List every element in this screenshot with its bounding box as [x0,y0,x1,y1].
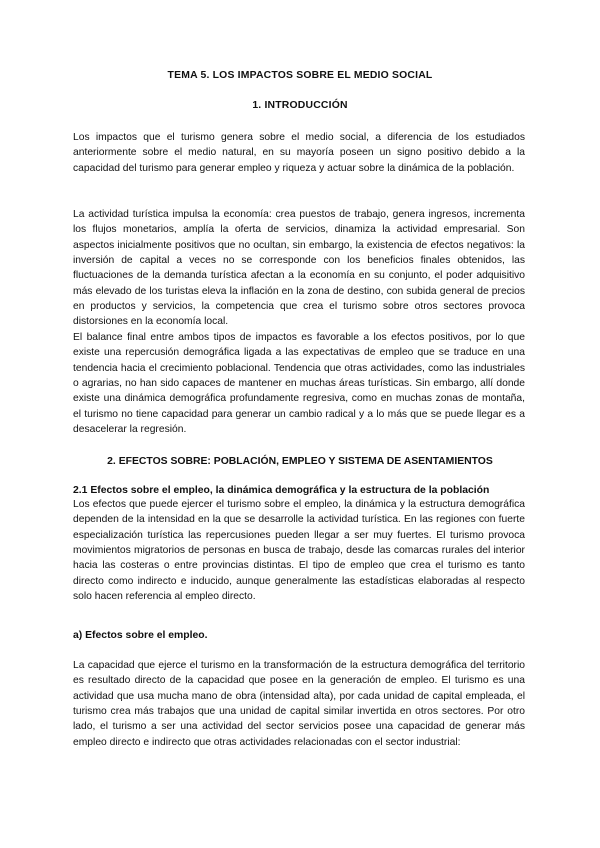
intro-paragraph-1: Los impactos que el turismo genera sobre el medio social, a diferencia de los estudiados anteriormente sobre el medio natural, en su mayoría poseen un signo positivo debido a la capacidad del turismo para generar empleo y riqueza y actuar sobre la dinámica de la población. [73,132,525,174]
subsection-2-1-paragraph: Los efectos que puede ejercer el turismo sobre el empleo, la dinámica y la estructura demográfica dependen de la intensidad en la que se desarrolle la actividad turística. En las regiones con fuerte especialización turística las repercusiones pueden llegar a ser muy fuertes. El turismo provoca movimientos migratorios de personas en busca de trabajo, desde las comarcas rurales del interior hacia las costeras o entre provincias distintas. El tipo de empleo que crea el turismo es tanto directo como indirecto e inducido, aunque generalmente las estadísticas elaboradas al respecto solo hacen referencia al empleo directo. [73,499,525,603]
document-title: TEMA 5. LOS IMPACTOS SOBRE EL MEDIO SOCIAL [167,70,433,81]
section-2-heading: 2. EFECTOS SOBRE: POBLACIÓN, EMPLEO Y SISTEMA DE ASENTAMIENTOS [107,456,493,467]
intro-paragraph-3: El balance final entre ambos tipos de impactos es favorable a los efectos positivos, por lo que existe una repercusión demográfica ligada a las expectativas de empleo que se traduce en una tendencia hacia el crecimiento poblacional. Tendencia que otras actividades, como las industriales o agrarias, no han sido capaces de mantener en muchas áreas turísticas. Sin embargo, allí donde existe una dinámica demográfica profundamente regresiva, como en muchas zonas de montaña, el turismo no tiene capacidad para generar un cambio radical y a lo más que se puede llegar es a desacelerar la regresión. [73,332,525,436]
section-1-heading: 1. INTRODUCCIÓN [252,100,348,111]
intro-paragraph-2: La actividad turística impulsa la economía: crea puestos de trabajo, genera ingresos, incrementa los flujos monetarios, amplía la oferta de servicios, dinamiza la actividad empresarial. Son aspectos inicialmente positivos que no ocultan, sin embargo, la existencia de efectos negativos: la inversión de capital a veces no se corresponde con los beneficios finales obtenidos, las fluctuaciones de la demanda turística afectan a la economía en su conjunto, el poder adquisitivo más elevado de los turistas eleva la inflación en la zona de destino, con subida general de precios en productos y servicios, la competencia que crea el turismo sobre otros sectores provoca distorsiones en la economía local. [73,209,525,328]
subsection-a-paragraph: La capacidad que ejerce el turismo en la transformación de la estructura demográfica del territorio es resultado directo de la capacidad que posee en la generación de empleo. El turismo es una actividad que usa mucha mano de obra (intensidad alta), por cada unidad de capital empleada, el turismo crea más trabajos que una unidad de capital similar invertida en otros sectores. Por otro lado, el turismo a ser una actividad del sector servicios posee una capacidad de generar más empleo directo e indirecto que otras actividades relacionadas con el sector industrial: [73,660,525,748]
subsection-a-heading: a) Efectos sobre el empleo. [73,630,208,641]
subsection-2-1-heading: 2.1 Efectos sobre el empleo, la dinámica demográfica y la estructura de la población [73,485,490,496]
